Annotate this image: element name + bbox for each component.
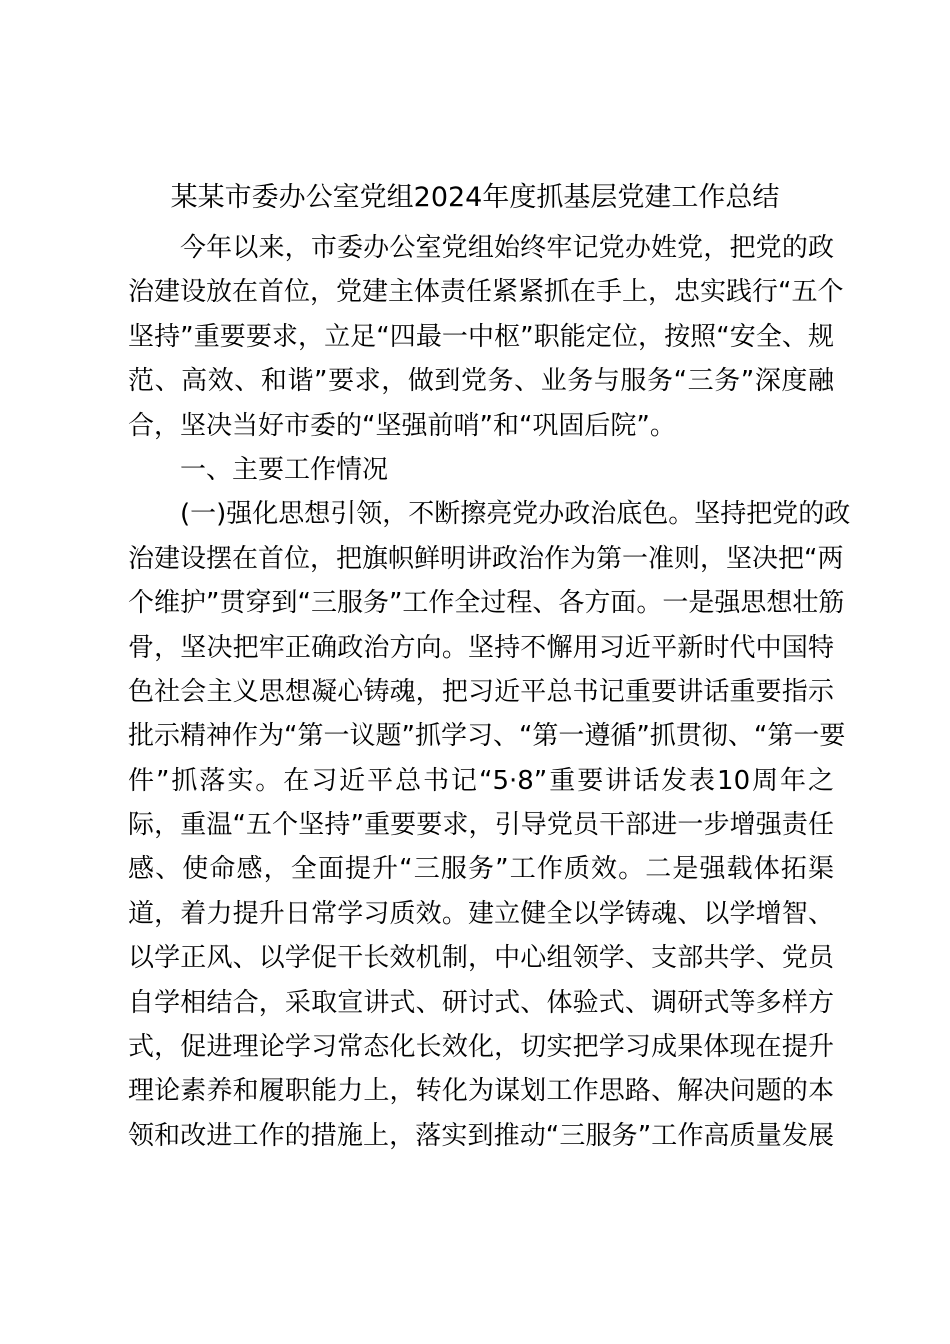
paragraph-line: 际，重温“五个坚持”重要要求，引导党员干部进一步增强责任 [128, 810, 834, 841]
paragraph-line: 今年以来，市委办公室党组始终牢记党办姓党，把党的政 [180, 233, 834, 263]
paragraph-line: 自学相结合，采取宣讲式、研讨式、体验式、调研式等多样方 [128, 987, 834, 1018]
paragraph-line: 范、高效、和谐”要求，做到党务、业务与服务“三务”深度融 [128, 366, 834, 397]
document-title: 某某市委办公室党组2024年度抓基层党建工作总结 [170, 182, 780, 213]
paragraph-line: (一)强化思想引领，不断擦亮党办政治底色。坚持把党的政 [180, 499, 851, 530]
paragraph-line: 道，着力提升日常学习质效。建立健全以学铸魂、以学增智、 [128, 898, 834, 929]
paragraph-line: 治建设放在首位，党建主体责任紧紧抓在手上，忠实践行“五个 [128, 277, 844, 308]
paragraph-line: 式，促进理论学习常态化长效化，切实把学习成果体现在提升 [128, 1032, 834, 1063]
paragraph-line: 个维护”贯穿到“三服务”工作全过程、各方面。一是强思想壮筋 [128, 588, 845, 619]
paragraph-line: 以学正风、以学促干长效机制，中心组领学、支部共学、党员 [128, 943, 834, 974]
section-heading: 一、主要工作情况 [180, 454, 389, 485]
paragraph-line: 感、使命感，全面提升“三服务”工作质效。二是强载体拓渠 [128, 854, 834, 885]
paragraph-line: 治建设摆在首位，把旗帜鲜明讲政治作为第一准则，坚决把“两 [128, 543, 844, 574]
document-body [128, 226, 851, 1158]
paragraph-line: 色社会主义思想凝心铸魂，把习近平总书记重要讲话重要指示 [128, 676, 834, 707]
paragraph-line: 合，坚决当好市委的“坚强前哨”和“巩固后院”。 [128, 410, 676, 441]
paragraph-line: 骨，坚决把牢正确政治方向。坚持不懈用习近平新时代中国特 [128, 632, 834, 663]
paragraph-line: 批示精神作为“第一议题”抓学习、“第一遵循”抓贯彻、“第一要 [128, 721, 846, 752]
paragraph-line: 领和改进工作的措施上，落实到推动“三服务”工作高质量发展 [128, 1120, 834, 1151]
paragraph-line: 件”抓落实。在习近平总书记“5·8”重要讲话发表10周年之 [128, 765, 834, 796]
paragraph-line: 理论素养和履职能力上，转化为谋划工作思路、解决问题的本 [128, 1076, 834, 1107]
paragraph-line: 坚持”重要要求，立足“四最一中枢”职能定位，按照“安全、规 [128, 321, 834, 352]
